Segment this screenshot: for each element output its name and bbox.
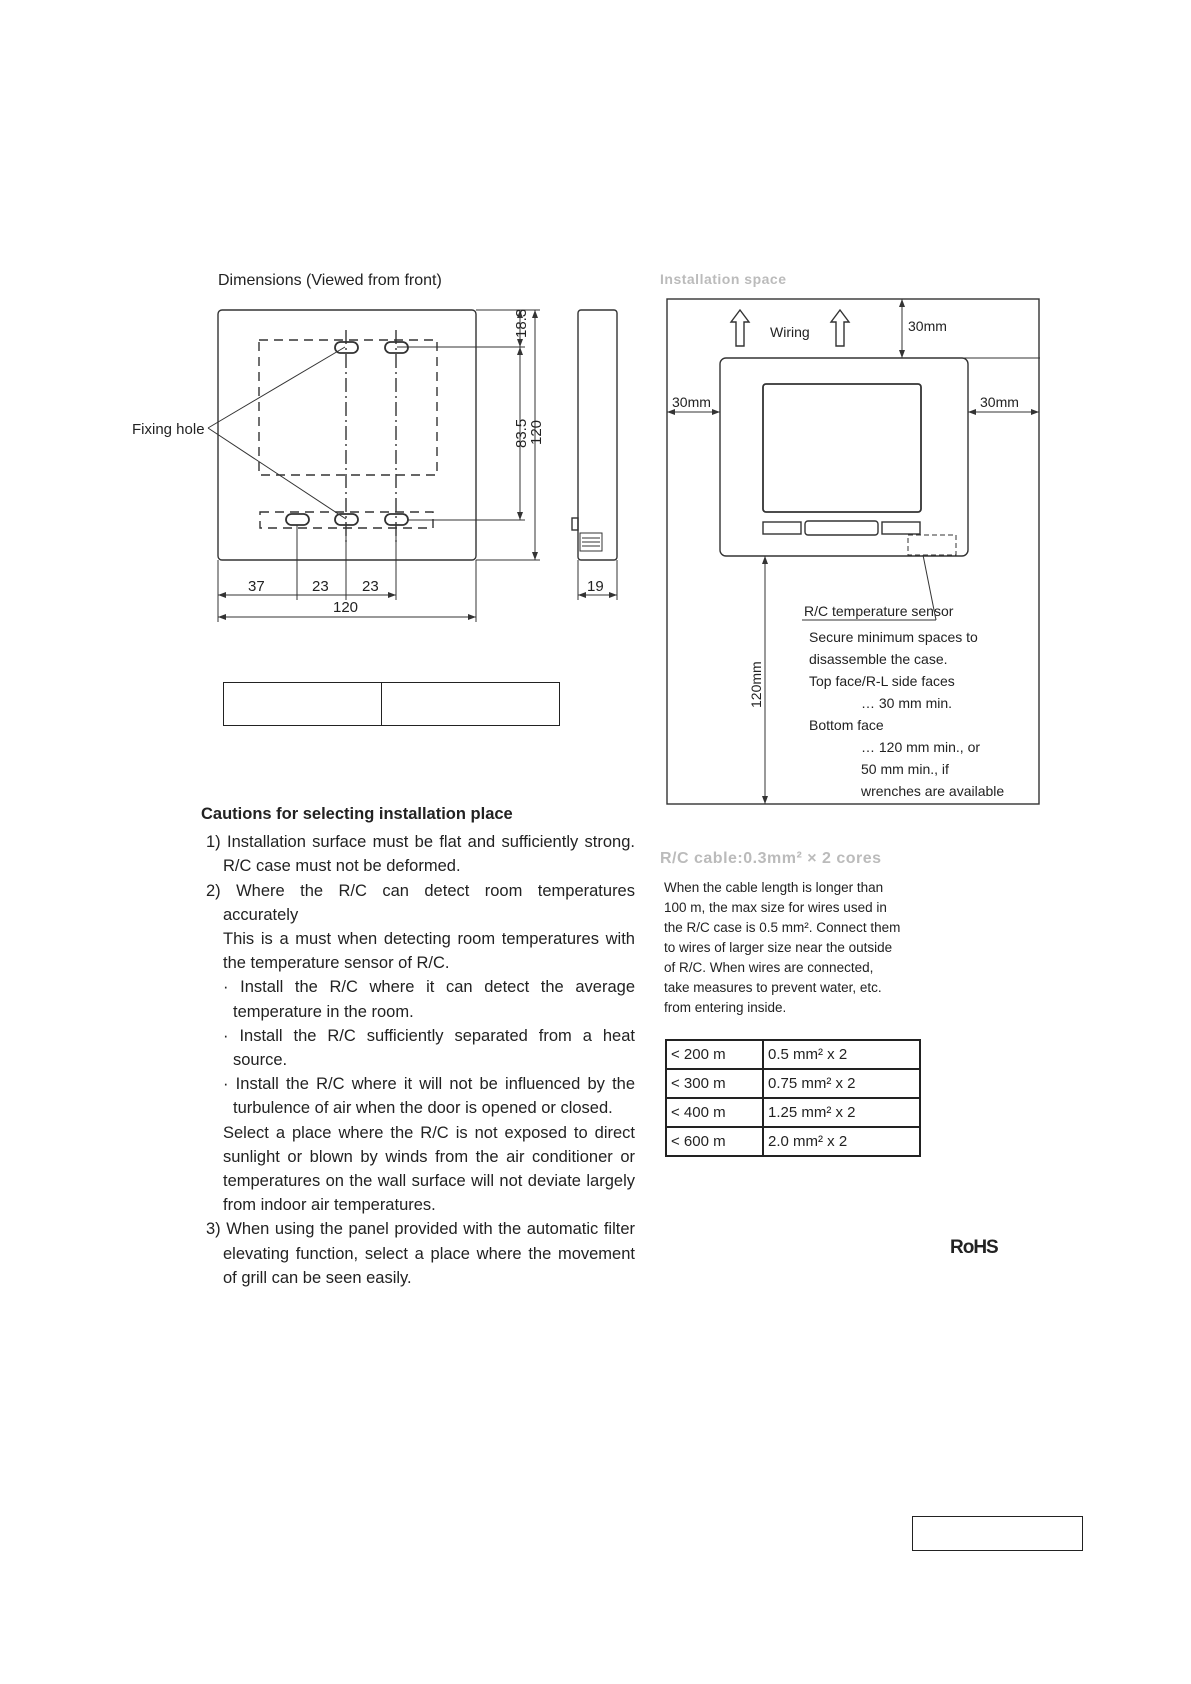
dim-37: 37 [248, 578, 265, 595]
wire-size-table [665, 1039, 921, 1157]
cable-text-line: 100 m, the max size for wires used in [664, 900, 887, 915]
dimensions-drawing [0, 0, 640, 640]
dim-120-vertical: 120 [528, 419, 545, 445]
wire-size-cell: 0.75 mm² x 2 [763, 1069, 920, 1098]
installation-space-title: Installation space [660, 271, 787, 287]
rc-sensor-area [908, 535, 956, 555]
caution-bullet-2: · Install the R/C sufficiently separated from a heat source. [223, 1026, 635, 1070]
page-number-box [912, 1516, 1083, 1551]
dim-23-b: 23 [362, 578, 379, 595]
caution-item-1: 1) Installation surface must be flat and sufficiently strong. R/C case must not be deformed. [206, 833, 635, 876]
rc-button-center [805, 521, 878, 535]
side-view-outline [578, 310, 617, 560]
note-line: disassemble the case. [809, 651, 948, 667]
empty-box-cell-2 [381, 682, 560, 726]
cable-text-line: from entering inside. [664, 1000, 787, 1015]
bottom-clearance-label: 120mm [748, 661, 764, 708]
note-line: Secure minimum spaces to [809, 629, 978, 645]
cautions-heading: Cautions for selecting installation place [201, 805, 513, 823]
wire-size-cell: 2.0 mm² x 2 [763, 1127, 920, 1156]
cable-text-line: of R/C. When wires are connected, [664, 960, 874, 975]
top-clearance-label: 30mm [908, 318, 947, 334]
note-line: wrenches are available [861, 783, 1005, 799]
note-line: Top face/R-L side faces [809, 673, 955, 689]
cable-text-line: the R/C case is 0.5 mm². Connect them [664, 920, 901, 935]
cable-text-line: take measures to prevent water, etc. [664, 980, 882, 995]
dim-18-3: 18.3 [513, 308, 530, 338]
wiring-arrow-1 [731, 310, 749, 346]
cautions-section [201, 802, 635, 1290]
note-line: Bottom face [809, 717, 884, 733]
cable-text-line: When the cable length is longer than [664, 880, 884, 895]
cable-title: R/C cable:0.3mm² × 2 cores [660, 850, 882, 867]
wire-size-cell: 1.25 mm² x 2 [763, 1098, 920, 1127]
cable-length-cell: < 300 m [666, 1069, 763, 1098]
table-row [666, 1040, 920, 1069]
cable-length-cell: < 200 m [666, 1040, 763, 1069]
cable-text-line: to wires of larger size near the outside [664, 940, 893, 955]
caution-item-2: 2) Where the R/C can detect room temperatures accurately [206, 881, 635, 924]
installation-space-drawing [640, 280, 1040, 820]
cable-description [664, 878, 914, 1018]
wiring-arrow-2 [831, 310, 849, 346]
caution-bullet-1: · Install the R/C where it can detect the average temperature in the room. [223, 978, 635, 1021]
table-row [666, 1127, 920, 1156]
table-row [666, 1098, 920, 1127]
mounting-box-outline [259, 340, 437, 475]
caution-item-2-text: This is a must when detecting room temperatures with the temperature sensor of R/C. [223, 930, 635, 973]
empty-box-cell-1 [223, 682, 382, 726]
wiring-label: Wiring [770, 324, 810, 340]
dim-83-5: 83.5 [513, 418, 530, 448]
rc-button-left [763, 522, 801, 534]
right-clearance-label: 30mm [980, 394, 1019, 410]
left-clearance-label: 30mm [672, 394, 711, 410]
side-connector [572, 518, 578, 530]
dim-23-a: 23 [312, 578, 329, 595]
dim-120-horizontal: 120 [333, 599, 359, 616]
note-line: … 30 mm min. [861, 695, 953, 711]
dimensions-title: Dimensions (Viewed from front) [218, 272, 442, 289]
note-line: 50 mm min., if [861, 761, 949, 777]
caution-bullet-3: · Install the R/C where it will not be influenced by the turbulence of air when the door is opened or closed. [223, 1075, 635, 1118]
fixing-hole-bottom-1 [286, 514, 309, 525]
caution-item-3: 3) When using the panel provided with the automatic filter elevating function, select a place where the movement of grill can be seen easily. [206, 1220, 635, 1287]
dim-19: 19 [587, 578, 604, 595]
rc-button-right [882, 522, 920, 534]
table-row [666, 1069, 920, 1098]
cable-length-cell: < 400 m [666, 1098, 763, 1127]
rc-screen [763, 384, 921, 512]
caution-item-2-tail: Select a place where the R/C is not exposed to direct sunlight or blown by winds from the air conditioner or temperatures on the wall surface will not deviate largely from indoor air temperatures. [223, 1123, 635, 1215]
rohs-mark: RoHS [950, 1237, 998, 1258]
sensor-label: R/C temperature sensor [804, 603, 954, 619]
cable-length-cell: < 600 m [666, 1127, 763, 1156]
wire-size-cell: 0.5 mm² x 2 [763, 1040, 920, 1069]
fixing-hole-label: Fixing hole [132, 421, 205, 438]
note-line: … 120 mm min., or [861, 739, 981, 755]
remote-controller-unit [720, 358, 968, 556]
